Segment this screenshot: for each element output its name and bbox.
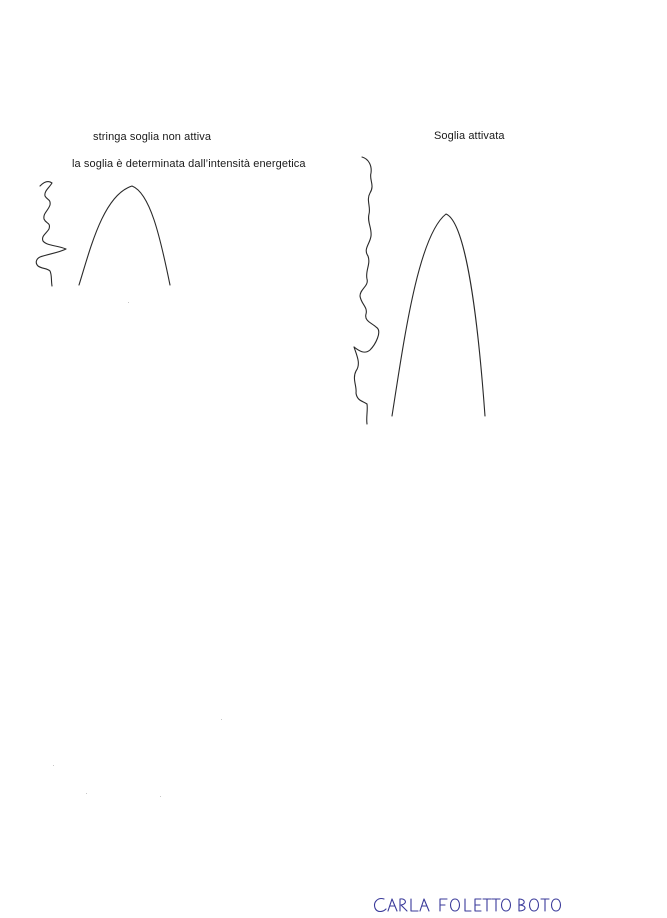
left-arch	[79, 186, 170, 285]
left-panel-title: stringa soglia non attiva	[93, 131, 212, 143]
scan-speck	[86, 793, 87, 794]
left-wavy-line	[36, 182, 66, 286]
right-panel-title: Soglia attivata	[434, 130, 505, 142]
scan-speck	[53, 765, 54, 766]
signature	[375, 899, 561, 912]
scan-speck	[128, 302, 129, 303]
scan-speck	[160, 796, 161, 797]
right-wavy-line	[354, 157, 379, 424]
scan-speck	[221, 719, 222, 720]
right-arch	[392, 214, 485, 416]
left-panel-subtitle: la soglia è determinata dall’intensità energetica	[72, 158, 306, 170]
